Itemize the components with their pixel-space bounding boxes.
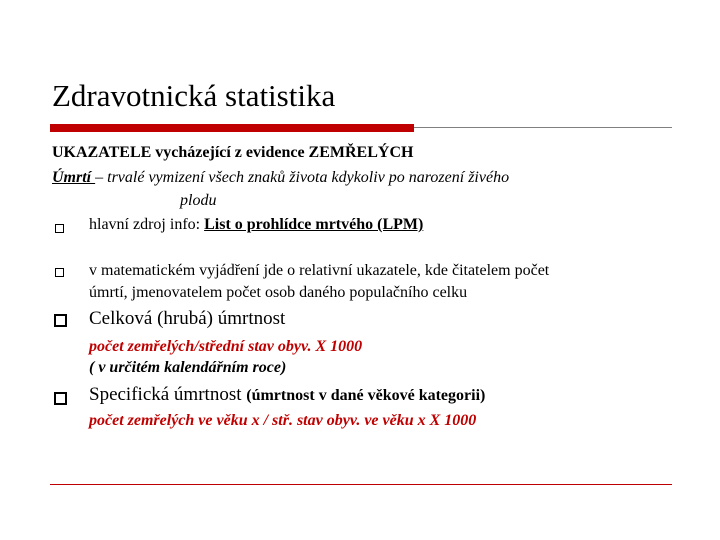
list-item-line1: v matematickém vyjádření jde o relativní ukazatele, kde čitatelem počet bbox=[89, 262, 550, 279]
crude-mortality-label: Celková (hrubá) úmrtnost bbox=[89, 308, 286, 329]
crude-mortality-note: ( v určitém kalendářním roce) bbox=[89, 359, 287, 376]
crude-mortality-formula: počet zemřelých/střední stav obyv. X 1000 bbox=[89, 338, 363, 355]
definition-line bbox=[52, 168, 509, 187]
specific-mortality-note: (úmrtnost v dané věkové kategorii) bbox=[246, 387, 486, 404]
specific-mortality-line bbox=[89, 384, 485, 406]
list-item bbox=[89, 215, 423, 234]
definition-text-cont: plodu bbox=[180, 192, 217, 209]
specific-mortality-formula: počet zemřelých ve věku x / stř. stav obyv. ve věku x X 1000 bbox=[89, 412, 477, 429]
definition-text: – trvalé vymizení všech znaků života kdykoliv po narození živého bbox=[95, 169, 510, 186]
title-divider bbox=[414, 127, 672, 128]
source-prefix: hlavní zdroj info: bbox=[89, 216, 205, 233]
list-item-line2: úmrtí, jmenovatelem počet osob daného populačního celku bbox=[89, 284, 468, 301]
specific-mortality-label: Specifická úmrtnost bbox=[89, 384, 247, 405]
lpm-link[interactable]: List o prohlídce mrtvého (LPM) bbox=[204, 216, 424, 233]
title-accent-bar bbox=[50, 124, 414, 132]
page-title: Zdravotnická statistika bbox=[52, 78, 336, 113]
section-heading: UKAZATELE vycházející z evidence ZEMŘELÝCH bbox=[52, 144, 414, 161]
square-bullet-icon bbox=[55, 268, 64, 277]
square-bullet-icon bbox=[54, 314, 67, 327]
definition-term: Úmrtí bbox=[52, 169, 96, 186]
square-bullet-icon bbox=[54, 392, 67, 405]
square-bullet-icon bbox=[55, 224, 64, 233]
bottom-divider bbox=[50, 484, 672, 485]
